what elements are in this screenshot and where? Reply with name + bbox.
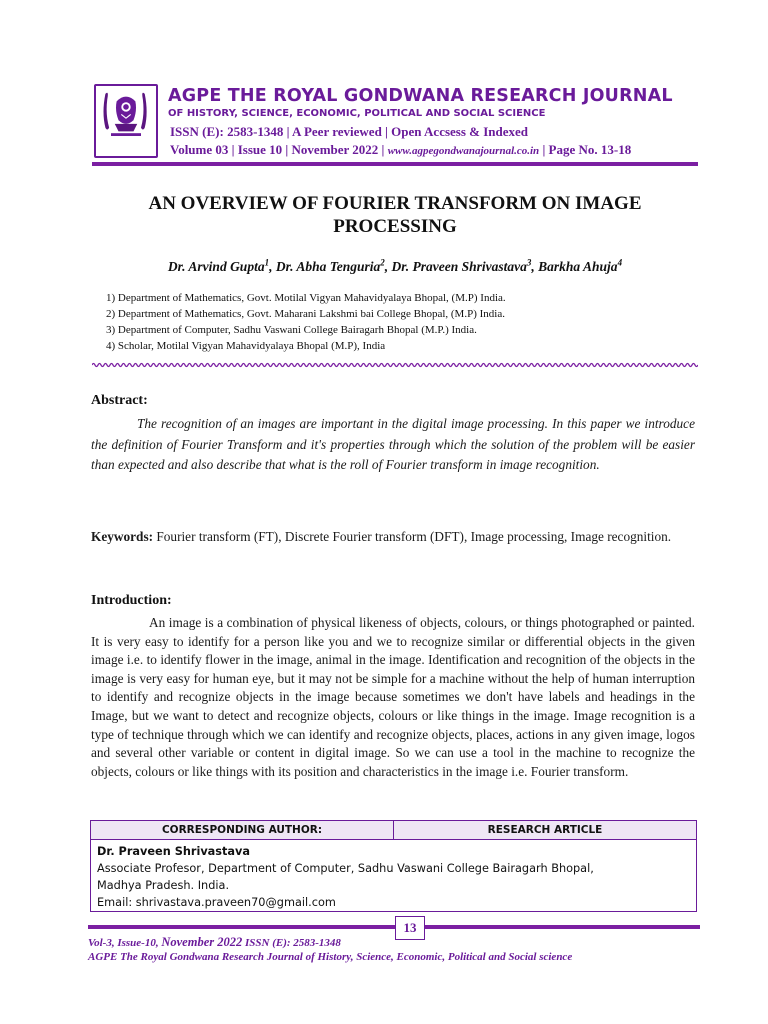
- corresponding-box-header: [91, 821, 696, 840]
- affiliation-item: 3) Department of Computer, Sadhu Vaswani College Bairagarh Bhopal (M.P.) India.: [106, 324, 477, 336]
- page-info: | Page No. 13-18: [539, 142, 632, 157]
- volume-info: Volume 03 | Issue 10 | November 2022 |: [170, 142, 388, 157]
- footer-divider: [88, 925, 700, 929]
- introduction-heading: Introduction:: [91, 593, 172, 608]
- abstract-heading: Abstract:: [91, 393, 148, 408]
- keywords: [91, 527, 695, 548]
- page-number: 13: [395, 916, 425, 940]
- journal-logo: [94, 84, 158, 158]
- corresponding-author-box: [90, 820, 697, 912]
- footer-journal-name: AGPE The Royal Gondwana Research Journal of History, Science, Economic, Political and Social science: [88, 951, 573, 963]
- author-1: Dr. Arvind Gupta$^1$,: [167, 257, 276, 274]
- corresponding-author-label: CORRESPONDING AUTHOR:: [91, 821, 394, 839]
- journal-header: [92, 80, 702, 162]
- paper-title: AN OVERVIEW OF FOURIER TRANSFORM ON IMAGE PROCESSING: [148, 193, 642, 237]
- abstract-text: The recognition of an images are important in the digital image processing. In this paper we introduce the definition of Fourier Transform and it's properties through which the solution of the problem will be easier than expected and also describe that what is the roll of Fourier transform in image recognition.: [91, 416, 695, 472]
- volume-line: [170, 142, 631, 158]
- corresponding-author-name: Dr. Praveen Shrivastava: [97, 845, 251, 858]
- keywords-text: Fourier transform (FT), Discrete Fourier transform (DFT), Image processing, Image recognition.: [153, 529, 672, 544]
- journal-subtitle: OF HISTORY, SCIENCE, ECONOMIC, POLITICAL AND SOCIAL SCIENCE: [168, 108, 546, 119]
- corresponding-author-email[interactable]: Email: shrivastava.praveen70@gmail.com: [97, 896, 336, 909]
- emblem-icon: [96, 86, 156, 156]
- introduction-text: An image is a combination of physical likeness of objects, colours, or things photographed or painted. It is very easy to identify for a person like you and we to recognize similar or differential objects in the given image i.e. to identify flower in the image, animal in the image. Identification and recognition of the objects in the image is very easy for human eye, but it may not be simple for a machine without the help of human interruption to identify and recognize objects in the image because sometimes we don't have labels and headings in the Image, but we want to detect and recognize objects, colours or like things in the image. Image recognition is a type of technique through which we can identify and recognize objects, places, actions in any given image, logos and several other variable or content in digital image. So we can use a tool in the machine to recognize the objects, colours or like things with its position and characteristics in the image i.e. Fourier transform.: [91, 615, 695, 779]
- affiliation-item: 4) Scholar, Motilal Vigyan Mahavidyalaya Bhopal (M.P), India: [106, 340, 386, 352]
- corresponding-author-details: [91, 840, 696, 914]
- author-3: Dr. Praveen Shrivastava$^3$,: [391, 257, 539, 274]
- corresponding-author-position: Associate Profesor, Department of Computer, Sadhu Vaswani College Bairagarh Bhopal,: [97, 862, 594, 875]
- affiliation-item: 2) Department of Mathematics, Govt. Maharani Lakshmi bai College Bhopal, (M.P) India.: [106, 308, 505, 320]
- affiliation-item: 1) Department of Mathematics, Govt. Motilal Vigyan Mahavidyalaya Bhopal, (M.P) India.: [106, 292, 506, 304]
- journal-title: AGPE THE ROYAL GONDWANA RESEARCH JOURNAL: [168, 86, 673, 106]
- author-list: [100, 257, 690, 275]
- corresponding-author-location: Madhya Pradesh. India.: [97, 879, 230, 892]
- article-type-label: RESEARCH ARTICLE: [487, 824, 603, 836]
- journal-website-link[interactable]: www.agpegondwanajournal.co.in: [387, 145, 540, 157]
- affiliations: [106, 290, 506, 354]
- author-2: Dr. Abha Tenguria$^2$,: [275, 257, 392, 274]
- keywords-label: Keywords:: [91, 529, 154, 544]
- footer-citation: Vol-3, Issue-10, November 2022 ISSN (E): 2583-1348: [88, 935, 341, 949]
- wavy-divider: [92, 360, 698, 370]
- header-divider: [92, 162, 698, 166]
- author-4: Barkha Ahuja$^4$: [538, 257, 623, 274]
- issn-line: ISSN (E): 2583-1348 | A Peer reviewed | Open Accsess & Indexed: [170, 124, 529, 139]
